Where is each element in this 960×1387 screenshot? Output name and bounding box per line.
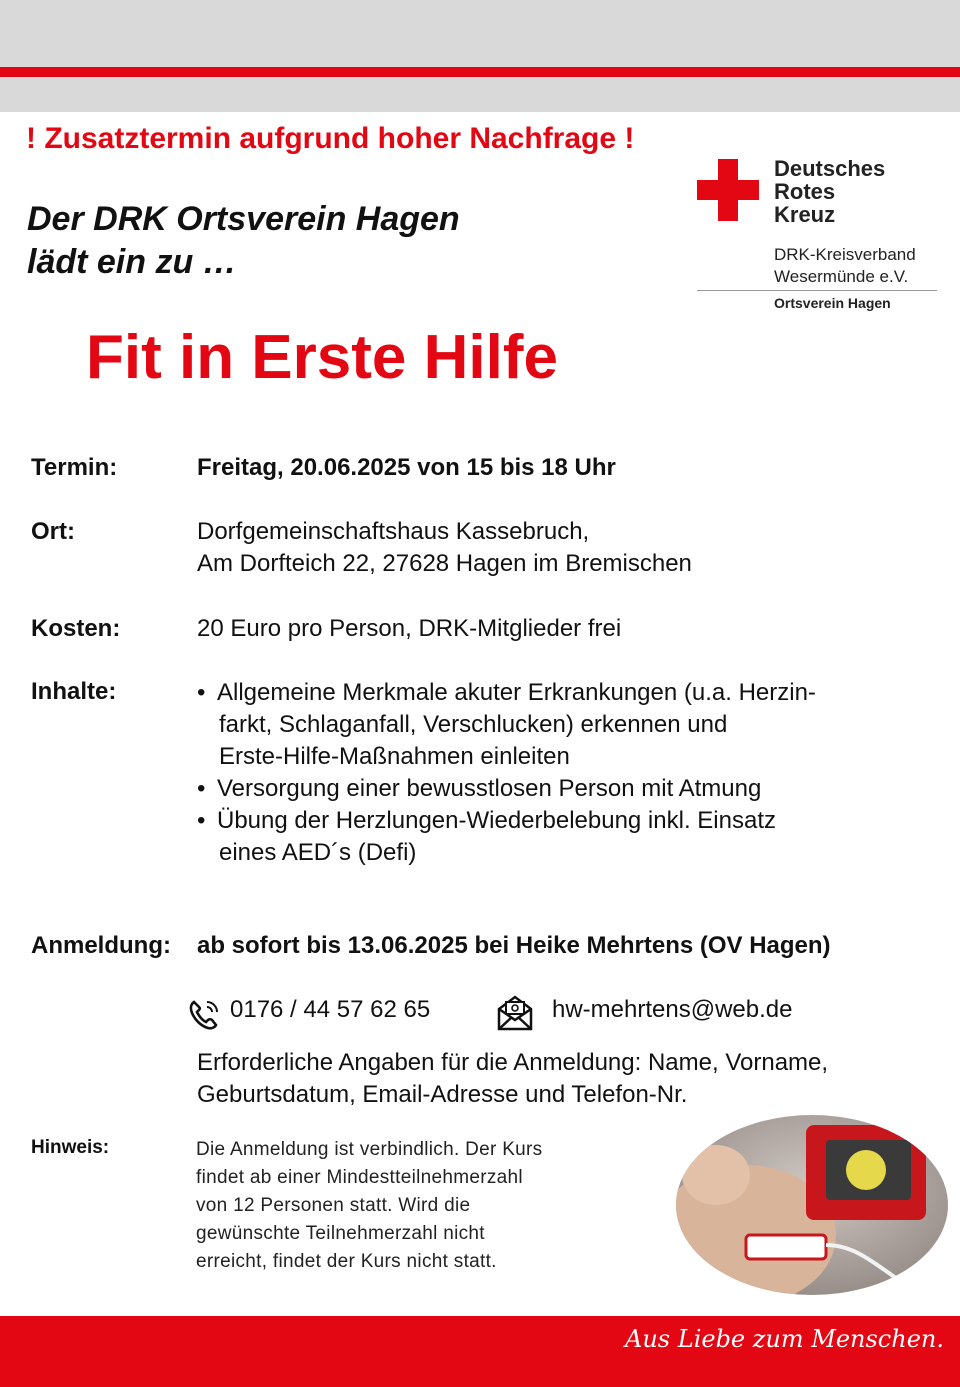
ort-line: Am Dorfteich 22, 27628 Hagen im Bremischen — [197, 550, 692, 577]
anmeldung-label: Anmeldung: — [31, 932, 171, 959]
logo-local-branch: Ortsverein Hagen — [774, 295, 891, 311]
intro-line-1: Der DRK Ortsverein Hagen — [27, 200, 460, 238]
list-item-text: Allgemeine Merkmale akuter Erkrankungen (u.a. Herzin- — [217, 679, 816, 706]
list-item-text: Versorgung einer bewusstlosen Person mit Atmung — [217, 775, 762, 802]
required-info-line: Geburtsdatum, Email-Adresse und Telefon-Nr. — [197, 1081, 688, 1108]
inhalte-label: Inhalte: — [31, 678, 117, 705]
bullet: • — [197, 807, 206, 834]
list-item — [197, 805, 816, 869]
phone-icon — [188, 998, 222, 1030]
kosten-value: 20 Euro pro Person, DRK-Mitglieder frei — [197, 615, 622, 642]
hint-line: gewünschte Teilnehmerzahl nicht — [196, 1223, 485, 1244]
hint-line: von 12 Personen statt. Wird die — [196, 1195, 471, 1216]
logo-association-line: DRK-Kreisverband — [774, 245, 916, 264]
intro-line-2: lädt ein zu … — [27, 243, 237, 281]
anmeldung-value: ab sofort bis 13.06.2025 bei Heike Mehrtens (OV Hagen) — [197, 932, 831, 959]
kosten-label: Kosten: — [31, 615, 121, 642]
intro-text — [27, 198, 460, 284]
required-info-line: Erforderliche Angaben für die Anmeldung: Name, Vorname, — [197, 1049, 829, 1076]
aed-training-photo — [676, 1115, 948, 1295]
hint-line: erreicht, findet der Kurs nicht statt. — [196, 1251, 497, 1272]
hint-line: Die Anmeldung ist verbindlich. Der Kurs — [196, 1139, 543, 1160]
bullet: • — [197, 775, 206, 802]
list-item-text: Übung der Herzlungen-Wiederbelebung inkl. Einsatz — [217, 807, 776, 834]
hinweis-label: Hinweis: — [31, 1137, 110, 1158]
termin-value: Freitag, 20.06.2025 von 15 bis 18 Uhr — [197, 454, 616, 481]
phone-number[interactable]: 0176 / 44 57 62 65 — [230, 996, 431, 1023]
logo-association — [774, 244, 916, 288]
header-red-stripe — [0, 67, 960, 77]
footer-slogan: Aus Liebe zum Menschen. — [625, 1325, 944, 1353]
header-band — [0, 0, 960, 112]
logo-name-line: Deutsches — [774, 156, 886, 181]
ort-label: Ort: — [31, 518, 75, 545]
list-item-text: farkt, Schlaganfall, Verschlucken) erkennen und — [219, 711, 728, 738]
email-address[interactable]: hw-mehrtens@web.de — [552, 996, 793, 1023]
hinweis-text — [196, 1136, 542, 1276]
course-title: Fit in Erste Hilfe — [86, 323, 558, 392]
logo-name-line: Kreuz — [774, 202, 836, 227]
logo-association-line: Wesermünde e.V. — [774, 267, 909, 286]
list-item — [197, 677, 816, 773]
list-item — [197, 773, 816, 805]
inhalte-list — [197, 677, 816, 869]
hint-line: findet ab einer Mindestteilnehmerzahl — [196, 1167, 523, 1188]
additional-date-notice: ! Zusatztermin aufgrund hoher Nachfrage ! — [26, 122, 635, 155]
email-icon — [495, 993, 535, 1033]
required-info — [197, 1047, 828, 1111]
list-item-text: eines AED´s (Defi) — [219, 839, 417, 866]
ort-line: Dorfgemeinschaftshaus Kassebruch, — [197, 518, 590, 545]
ort-value — [197, 516, 692, 580]
logo-name-line: Rotes — [774, 179, 836, 204]
red-cross-icon — [697, 159, 759, 221]
logo-divider — [697, 290, 937, 291]
bullet: • — [197, 679, 206, 706]
termin-label: Termin: — [31, 454, 118, 481]
logo-organization-name — [774, 157, 885, 226]
list-item-text: Erste-Hilfe-Maßnahmen einleiten — [219, 743, 570, 770]
